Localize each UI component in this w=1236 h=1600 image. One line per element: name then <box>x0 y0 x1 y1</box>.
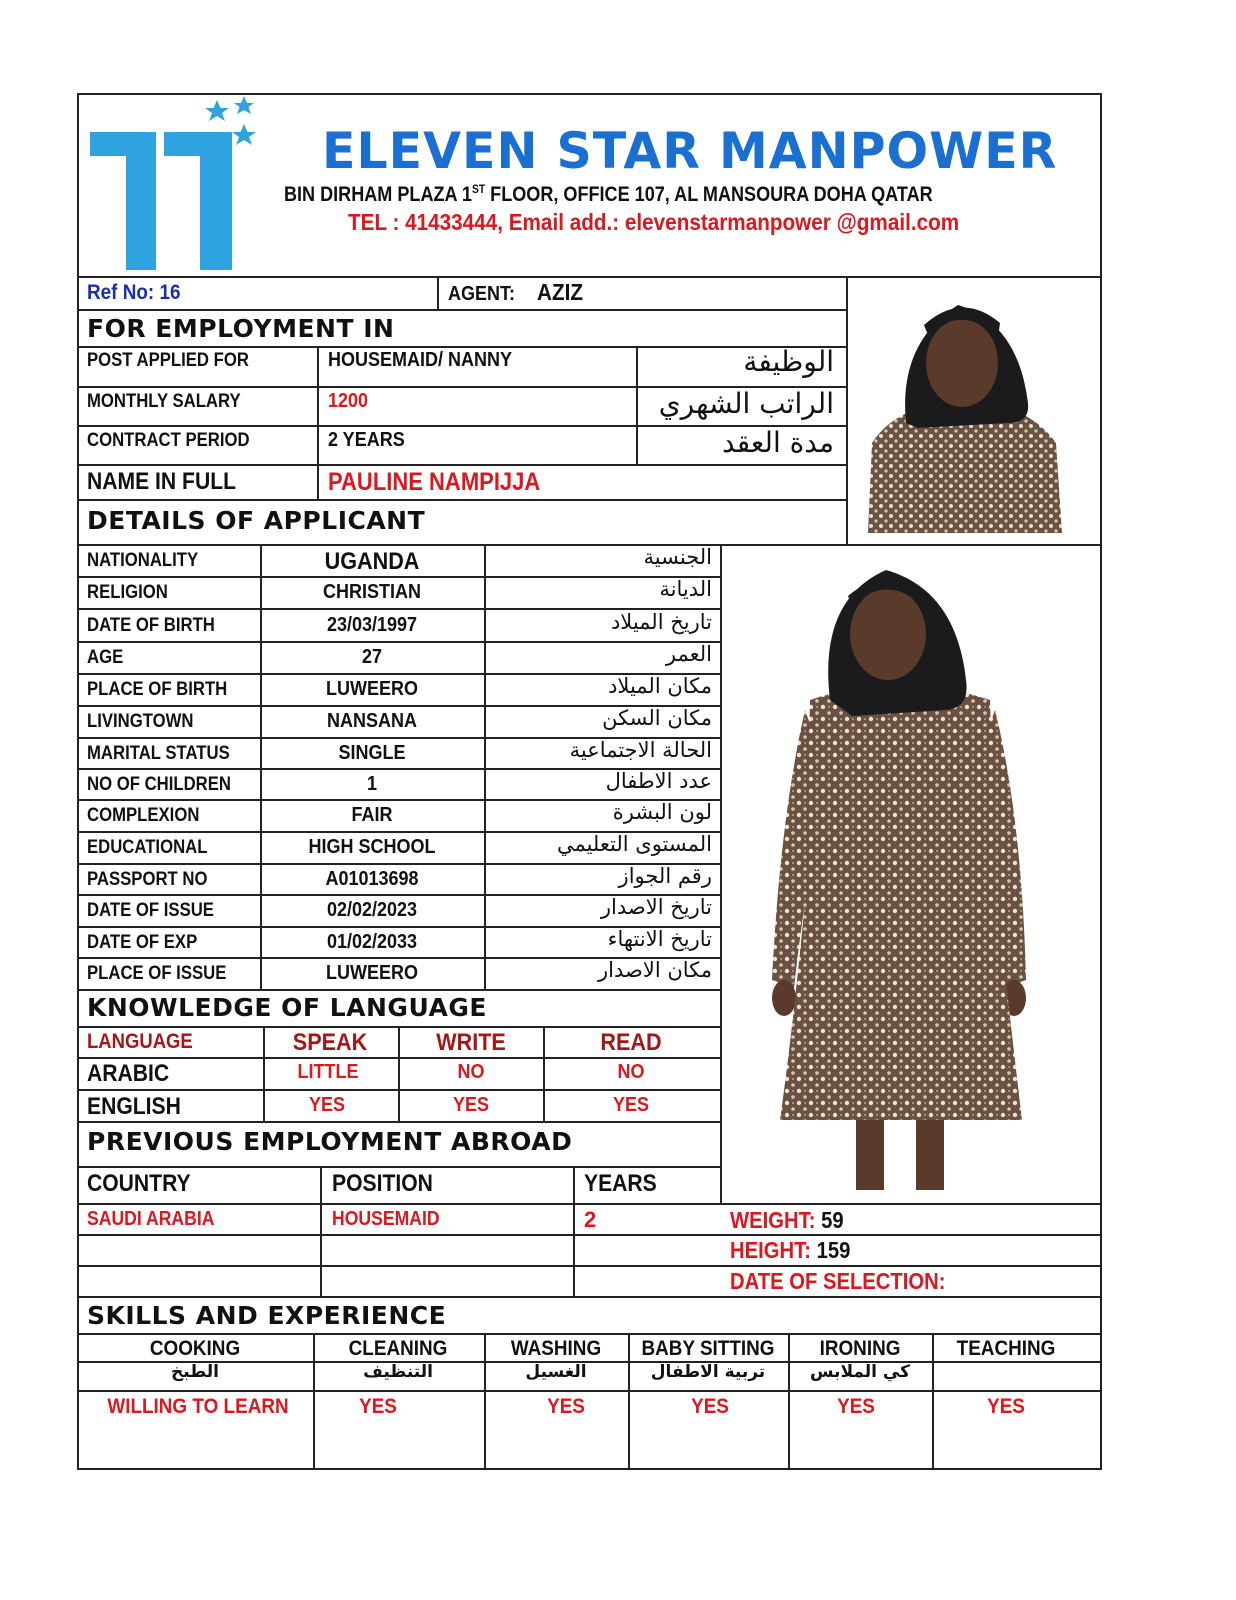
detail-label: PLACE OF ISSUE <box>87 963 227 984</box>
detail-arabic: عدد الاطفال <box>605 768 712 793</box>
skill-value: YES <box>837 1395 875 1418</box>
detail-value: 23/03/1997 <box>326 613 418 636</box>
skill-arabic: الطبخ <box>171 1362 219 1382</box>
detail-label: LIVINGTOWN <box>87 711 194 732</box>
detail-arabic: تاريخ الانتهاء <box>607 926 712 951</box>
company-name: ELEVEN STAR MANPOWER <box>322 122 1058 180</box>
detail-arabic: رقم الجواز <box>618 863 712 888</box>
name-value: PAULINE NAMPIJJA <box>328 468 541 496</box>
detail-value: 1 <box>366 772 378 795</box>
company-contact: TEL : 41433444, Email add.: elevenstarmanpower @gmail.com <box>348 209 960 235</box>
language-heading: KNOWLEDGE OF LANGUAGE <box>87 993 487 1022</box>
detail-label: NATIONALITY <box>87 550 199 571</box>
detail-value: HIGH SCHOOL <box>308 836 436 858</box>
detail-label: NO OF CHILDREN <box>87 773 231 795</box>
detail-value: LUWEERO <box>326 962 418 984</box>
post-arabic: الوظيفة <box>743 345 834 378</box>
skill-value: YES <box>691 1395 729 1418</box>
detail-label: MARITAL STATUS <box>87 742 230 764</box>
detail-arabic: لون البشرة <box>612 800 712 824</box>
detail-value: FAIR <box>351 804 393 826</box>
lang-header-read: READ <box>600 1029 662 1056</box>
applicant-full-photo <box>760 560 1040 1200</box>
prev-header-position: POSITION <box>332 1170 433 1197</box>
lang-header-write: WRITE <box>436 1029 506 1056</box>
contract-label: CONTRACT PERIOD <box>87 430 250 451</box>
detail-label: PASSPORT NO <box>87 868 208 890</box>
skill-name: CLEANING <box>348 1337 448 1360</box>
weight: WEIGHT: 59 <box>730 1207 844 1233</box>
ref-number: Ref No: 16 <box>87 281 181 304</box>
detail-label: PLACE OF BIRTH <box>87 679 228 700</box>
skill-arabic: الغسيل <box>525 1362 587 1382</box>
prev-header-years: YEARS <box>584 1170 657 1197</box>
detail-label: RELIGION <box>87 582 168 603</box>
detail-arabic: الجنسية <box>643 545 712 569</box>
employment-heading: FOR EMPLOYMENT IN <box>87 314 395 343</box>
logo-one-right-icon <box>164 132 232 270</box>
contract-value: 2 YEARS <box>328 429 405 451</box>
skill-value: YES <box>547 1395 585 1418</box>
detail-arabic: العمر <box>665 642 712 666</box>
skill-name: WASHING <box>510 1337 602 1360</box>
detail-label: AGE <box>87 647 124 668</box>
skill-name: IRONING <box>819 1337 901 1360</box>
salary-value: 1200 <box>328 390 369 412</box>
detail-label: DATE OF EXP <box>87 931 198 953</box>
skill-arabic: كي الملابس <box>810 1362 910 1382</box>
star-icon <box>232 124 256 145</box>
name-label: NAME IN FULL <box>87 468 236 495</box>
detail-label: COMPLEXION <box>87 805 200 826</box>
eleven-star-logo <box>86 94 276 274</box>
detail-value: SINGLE <box>338 741 406 764</box>
skill-arabic: التنظيف <box>363 1362 433 1382</box>
prev-header-country: COUNTRY <box>87 1170 191 1197</box>
salary-label: MONTHLY SALARY <box>87 391 241 412</box>
skill-name: COOKING <box>149 1337 241 1360</box>
post-value: HOUSEMAID/ NANNY <box>328 349 513 371</box>
date-of-selection: DATE OF SELECTION: <box>730 1268 946 1294</box>
skills-heading: SKILLS AND EXPERIENCE <box>87 1301 447 1330</box>
detail-value: 02/02/2023 <box>326 899 418 921</box>
skill-value: WILLING TO LEARN <box>107 1395 289 1418</box>
skill-arabic: تربية الاطفال <box>650 1362 766 1382</box>
applicant-headshot-photo <box>858 283 1068 533</box>
detail-arabic: تاريخ الميلاد <box>610 609 712 634</box>
skill-name: BABY SITTING <box>641 1337 775 1360</box>
skill-value: YES <box>359 1395 397 1418</box>
detail-value: CHRISTIAN <box>322 581 422 603</box>
details-heading: DETAILS OF APPLICANT <box>87 506 426 535</box>
detail-value: 01/02/2033 <box>326 930 418 953</box>
detail-arabic: المستوى التعليمي <box>556 832 712 856</box>
detail-arabic: مكان الاصدار <box>598 958 712 982</box>
lang-header-language: LANGUAGE <box>87 1030 193 1053</box>
detail-value: UGANDA <box>324 548 420 575</box>
skill-name: TEACHING <box>956 1337 1056 1360</box>
detail-label: DATE OF ISSUE <box>87 900 214 921</box>
detail-value: A01013698 <box>325 867 419 890</box>
star-icon <box>234 96 254 114</box>
salary-arabic: الراتب الشهري <box>658 387 834 420</box>
height: HEIGHT: 159 <box>730 1237 851 1263</box>
detail-arabic: مكان السكن <box>602 706 712 730</box>
post-label: POST APPLIED FOR <box>87 350 249 371</box>
detail-value: LUWEERO <box>326 678 418 700</box>
detail-arabic: مكان الميلاد <box>608 674 712 698</box>
star-icon <box>205 100 229 121</box>
detail-label: EDUCATIONAL <box>87 837 208 858</box>
detail-value: 27 <box>361 646 383 668</box>
detail-label: DATE OF BIRTH <box>87 614 215 636</box>
lang-header-speak: SPEAK <box>292 1029 368 1056</box>
detail-value: NANSANA <box>327 710 417 732</box>
detail-arabic: تاريخ الاصدار <box>600 895 712 919</box>
skill-value: YES <box>987 1395 1025 1418</box>
logo-one-left-icon <box>90 132 156 270</box>
detail-arabic: الديانة <box>659 577 712 601</box>
contract-arabic: مدة العقد <box>722 426 834 459</box>
agent-value: AZIZ <box>537 279 583 305</box>
detail-arabic: الحالة الاجتماعية <box>569 737 712 762</box>
previous-heading: PREVIOUS EMPLOYMENT ABROAD <box>87 1127 573 1156</box>
company-address: BIN DIRHAM PLAZA 1ST FLOOR, OFFICE 107, AL MANSOURA DOHA QATAR <box>284 182 933 206</box>
agent-label: AGENT: <box>448 283 516 305</box>
